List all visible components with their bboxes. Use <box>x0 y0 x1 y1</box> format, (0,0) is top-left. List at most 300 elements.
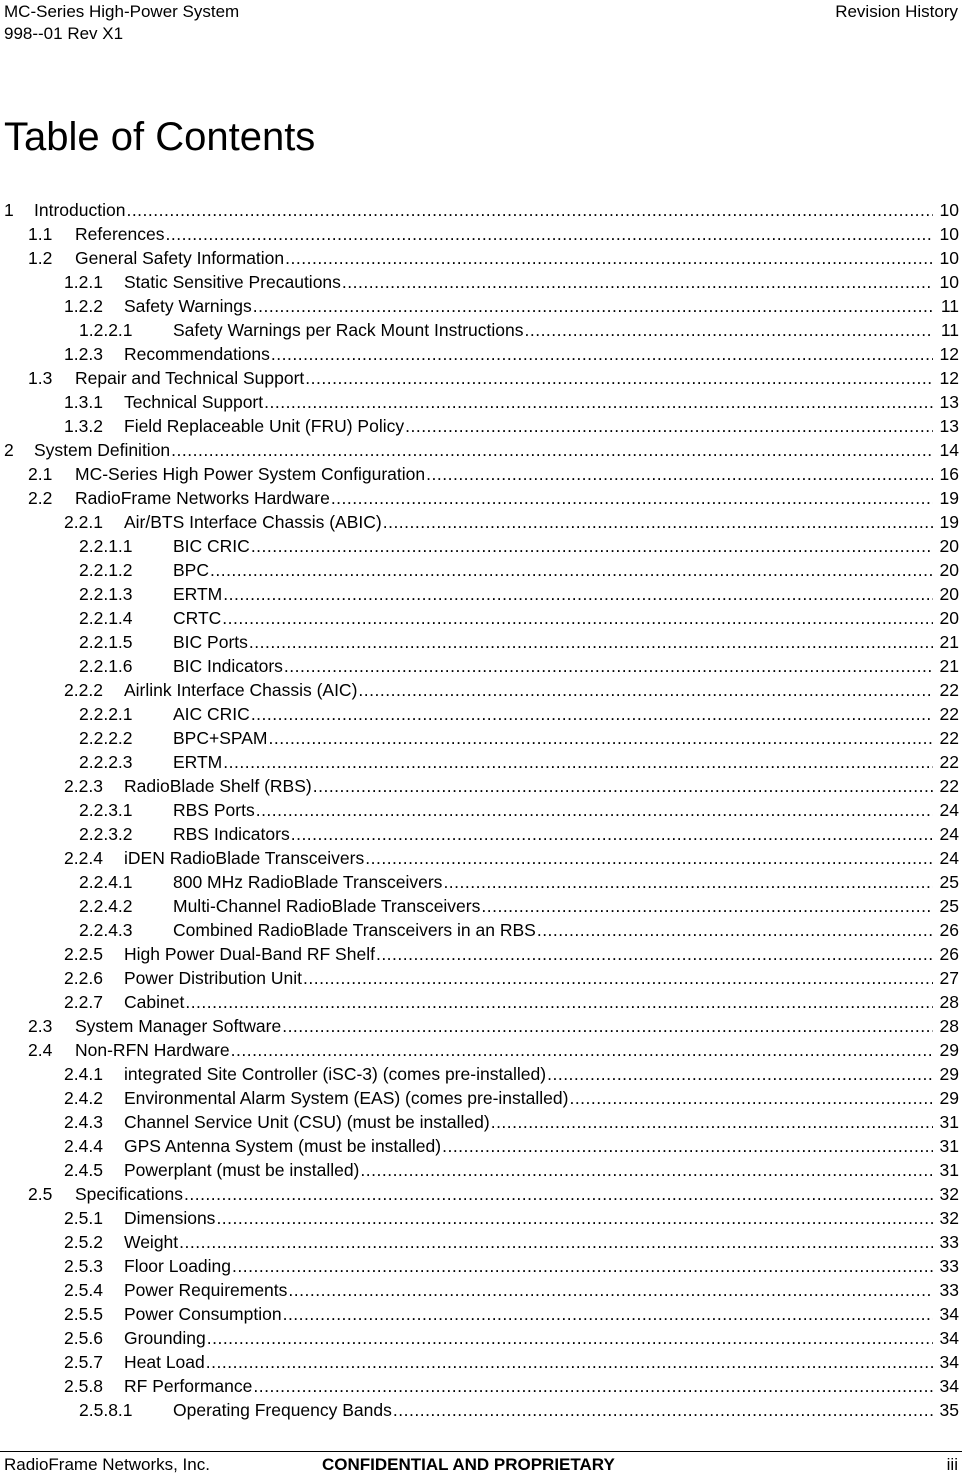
toc-dot-leader <box>253 294 933 318</box>
toc-entry[interactable] <box>0 534 962 558</box>
toc-entry-line <box>173 606 962 630</box>
toc-entry-number: 2 <box>4 440 14 460</box>
toc-entry-number: 2.2.1.4 <box>79 608 133 628</box>
toc-entry-title: ERTM <box>173 752 223 772</box>
toc-entry-page: 10 <box>939 248 959 268</box>
toc-entry-page: 10 <box>939 200 959 220</box>
toc-entry-title: Power Distribution Unit <box>124 968 302 988</box>
toc-entry-number: 2.5.1 <box>64 1208 103 1228</box>
toc-entry-page: 16 <box>939 464 959 484</box>
toc-dot-leader <box>491 1110 933 1134</box>
toc-entry-title: BPC <box>173 560 209 580</box>
toc-dot-leader <box>231 1038 933 1062</box>
toc-entry-page: 26 <box>939 920 959 940</box>
toc-entry[interactable] <box>0 846 962 870</box>
toc-dot-leader <box>264 390 933 414</box>
toc-entry-title: Heat Load <box>124 1352 205 1372</box>
toc-entry-line <box>173 726 962 750</box>
toc-dot-leader <box>210 558 933 582</box>
toc-dot-leader <box>383 510 933 534</box>
toc-entry-number: 2.2 <box>28 488 53 508</box>
toc-entry-line <box>75 1182 962 1206</box>
toc-entry[interactable] <box>0 342 962 366</box>
toc-entry-number: 2.2.2.3 <box>79 752 133 772</box>
toc-entry-number: 2.2.5 <box>64 944 103 964</box>
toc-entry-line <box>173 894 962 918</box>
toc-entry-title: MC-Series High Power System Configuration <box>75 464 426 484</box>
toc-entry-title: Channel Service Unit (CSU) (must be installed) <box>124 1112 490 1132</box>
toc-dot-leader <box>185 990 933 1014</box>
toc-entry-page: 34 <box>939 1328 959 1348</box>
toc-entry-number: 2.5.3 <box>64 1256 103 1276</box>
toc-entry-line <box>124 270 962 294</box>
toc-entry[interactable] <box>0 990 962 1014</box>
toc-entry-line <box>75 366 962 390</box>
toc-entry-number: 2.2.3 <box>64 776 103 796</box>
toc-entry-page: 33 <box>939 1280 959 1300</box>
toc-entry-page: 20 <box>939 536 959 556</box>
toc-entry-line <box>173 582 962 606</box>
toc-entry-line <box>124 1254 962 1278</box>
toc-entry-page: 31 <box>939 1160 959 1180</box>
toc-entry-page: 33 <box>939 1232 959 1252</box>
toc-entry-page: 29 <box>939 1088 959 1108</box>
toc-entry-number: 2.2.7 <box>64 992 103 1012</box>
toc-dot-leader <box>223 750 933 774</box>
toc-dot-leader <box>216 1206 933 1230</box>
toc-entry-line <box>124 1206 962 1230</box>
toc-entry-page: 31 <box>939 1136 959 1156</box>
toc-entry[interactable] <box>0 1134 962 1158</box>
toc-entry-line <box>173 918 962 942</box>
toc-entry-title: Recommendations <box>124 344 270 364</box>
toc-dot-leader <box>405 414 933 438</box>
toc-entry-line <box>75 222 962 246</box>
toc-dot-leader <box>365 846 933 870</box>
toc-entry-number: 2.2.4.3 <box>79 920 133 940</box>
toc-entry-title: BIC CRIC <box>173 536 250 556</box>
toc-entry-title: integrated Site Controller (iSC-3) (comes pre-installed) <box>124 1064 547 1084</box>
toc-entry-line <box>124 1134 962 1158</box>
toc-entry-page: 34 <box>939 1304 959 1324</box>
toc-entry[interactable] <box>0 1182 962 1206</box>
toc-dot-leader <box>206 1350 933 1374</box>
toc-entry-page: 29 <box>939 1040 959 1060</box>
toc-entry-page: 21 <box>939 632 959 652</box>
toc-entry-number: 2.2.1.6 <box>79 656 133 676</box>
toc-entry-number: 2.5.7 <box>64 1352 103 1372</box>
toc-entry[interactable] <box>0 966 962 990</box>
toc-entry-title: BIC Ports <box>173 632 248 652</box>
toc-dot-leader <box>166 222 934 246</box>
toc-entry[interactable] <box>0 918 962 942</box>
toc-entry[interactable] <box>0 750 962 774</box>
toc-dot-leader <box>426 462 933 486</box>
toc-entry-number: 2.5.6 <box>64 1328 103 1348</box>
toc-entry-page: 11 <box>940 320 959 340</box>
toc-entry-line <box>173 558 962 582</box>
toc-dot-leader <box>251 702 933 726</box>
toc-entry-title: RF Performance <box>124 1376 253 1396</box>
toc-entry-line <box>75 486 962 510</box>
toc-entry[interactable] <box>0 894 962 918</box>
toc-entry-page: 34 <box>939 1352 959 1372</box>
toc-entry-number: 2.2.4 <box>64 848 103 868</box>
toc-entry-number: 2.2.1.5 <box>79 632 133 652</box>
toc-entry-number: 1.3.1 <box>64 392 103 412</box>
toc-entry[interactable] <box>0 582 962 606</box>
toc-entry-line <box>173 534 962 558</box>
toc-entry-page: 13 <box>939 392 959 412</box>
toc-entry-page: 26 <box>939 944 959 964</box>
toc-entry-page: 25 <box>939 872 959 892</box>
toc-entry[interactable] <box>0 1206 962 1230</box>
toc-entry-title: 800 MHz RadioBlade Transceivers <box>173 872 443 892</box>
toc-entry-line <box>173 822 962 846</box>
toc-dot-leader <box>253 1374 933 1398</box>
toc-entry-title: Airlink Interface Chassis (AIC) <box>124 680 358 700</box>
toc-entry-line <box>124 414 962 438</box>
toc-entry-number: 2.2.1 <box>64 512 103 532</box>
footer-confidentiality: CONFIDENTIAL AND PROPRIETARY <box>322 1455 615 1474</box>
toc-entry-line <box>124 294 962 318</box>
toc-entry-title: Powerplant (must be installed) <box>124 1160 360 1180</box>
toc-entry-page: 20 <box>939 560 959 580</box>
toc-entry-number: 2.2.1.2 <box>79 560 133 580</box>
toc-entry-line <box>124 1374 962 1398</box>
toc-entry-title: RBS Indicators <box>173 824 290 844</box>
toc-entry-page: 25 <box>939 896 959 916</box>
toc-dot-leader <box>222 606 933 630</box>
toc-entry-number: 2.5.8.1 <box>79 1400 133 1420</box>
footer-page-number: iii <box>946 1455 958 1474</box>
toc-entry-line <box>173 870 962 894</box>
toc-entry-title: High Power Dual-Band RF Shelf <box>124 944 375 964</box>
toc-entry-page: 19 <box>939 488 959 508</box>
toc-entry-line <box>124 1086 962 1110</box>
toc-entry-page: 22 <box>939 752 959 772</box>
toc-entry[interactable] <box>0 630 962 654</box>
toc-entry-title: AIC CRIC <box>173 704 250 724</box>
toc-entry-page: 35 <box>939 1400 959 1420</box>
toc-entry-line <box>173 750 962 774</box>
toc-entry-title: Static Sensitive Precautions <box>124 272 341 292</box>
toc-entry[interactable] <box>0 198 962 222</box>
toc-entry-page: 20 <box>939 584 959 604</box>
toc-entry-number: 1.2.2.1 <box>79 320 133 340</box>
toc-entry-page: 28 <box>939 992 959 1012</box>
toc-dot-leader <box>249 630 933 654</box>
toc-entry-number: 2.5 <box>28 1184 53 1204</box>
footer-company: RadioFrame Networks, Inc. <box>4 1455 210 1474</box>
toc-entry-title: Specifications <box>75 1184 183 1204</box>
toc-entry-title: Introduction <box>34 200 126 220</box>
toc-entry[interactable] <box>0 942 962 966</box>
toc-entry-line <box>124 990 962 1014</box>
toc-entry[interactable] <box>0 654 962 678</box>
toc-entry-line <box>75 1014 962 1038</box>
toc-entry-number: 2.2.3.1 <box>79 800 133 820</box>
toc-entry-number: 2.2.1.3 <box>79 584 133 604</box>
toc-dot-leader <box>393 1398 933 1422</box>
toc-entry-line <box>124 342 962 366</box>
toc-entry-line <box>124 390 962 414</box>
toc-entry-page: 32 <box>939 1184 959 1204</box>
toc-entry-page: 12 <box>939 344 959 364</box>
toc-dot-leader <box>251 534 933 558</box>
toc-entry-title: CRTC <box>173 608 222 628</box>
toc-entry-page: 21 <box>939 656 959 676</box>
toc-entry-page: 10 <box>939 272 959 292</box>
toc-entry-title: Safety Warnings per Rack Mount Instructions <box>173 320 524 340</box>
toc-entry[interactable] <box>0 726 962 750</box>
document-product-name: MC-Series High-Power System <box>4 2 240 21</box>
toc-dot-leader <box>269 726 934 750</box>
toc-entry-line <box>124 846 962 870</box>
toc-dot-leader <box>443 870 933 894</box>
toc-entry[interactable] <box>0 702 962 726</box>
toc-entry-page: 22 <box>939 776 959 796</box>
toc-entry[interactable] <box>0 1038 962 1062</box>
toc-entry[interactable] <box>0 1350 962 1374</box>
toc-entry-number: 1.1 <box>28 224 53 244</box>
toc-entry-page: 14 <box>939 440 959 460</box>
toc-entry-page: 22 <box>939 704 959 724</box>
toc-entry-number: 2.5.5 <box>64 1304 103 1324</box>
toc-entry-number: 2.2.4.2 <box>79 896 133 916</box>
toc-entry-number: 2.4.2 <box>64 1088 103 1108</box>
toc-entry-title: Dimensions <box>124 1208 216 1228</box>
toc-dot-leader <box>360 1158 933 1182</box>
toc-entry[interactable] <box>0 678 962 702</box>
toc-dot-leader <box>376 942 933 966</box>
toc-entry-page: 24 <box>939 848 959 868</box>
toc-entry-number: 2.2.2.2 <box>79 728 133 748</box>
toc-dot-leader <box>524 318 933 342</box>
toc-entry-title: Cabinet <box>124 992 185 1012</box>
toc-entry-title: BIC Indicators <box>173 656 283 676</box>
toc-entry-line <box>124 510 962 534</box>
toc-entry-line <box>124 1230 962 1254</box>
toc-entry[interactable] <box>0 510 962 534</box>
toc-dot-leader <box>305 366 933 390</box>
toc-entry[interactable] <box>0 1278 962 1302</box>
toc-dot-leader <box>358 678 933 702</box>
toc-dot-leader <box>288 1278 933 1302</box>
toc-entry[interactable] <box>0 1062 962 1086</box>
toc-entry-line <box>124 1062 962 1086</box>
toc-entry-number: 1.3 <box>28 368 53 388</box>
toc-entry-number: 1 <box>4 200 14 220</box>
toc-dot-leader <box>207 1326 933 1350</box>
toc-dot-leader <box>232 1254 933 1278</box>
toc-dot-leader <box>171 438 933 462</box>
toc-entry-line <box>173 702 962 726</box>
toc-entry-title: ERTM <box>173 584 223 604</box>
toc-entry-line <box>124 1110 962 1134</box>
toc-entry[interactable] <box>0 822 962 846</box>
toc-entry-number: 2.4 <box>28 1040 53 1060</box>
toc-entry-title: Floor Loading <box>124 1256 232 1276</box>
toc-entry[interactable] <box>0 414 962 438</box>
toc-entry-page: 22 <box>939 728 959 748</box>
toc-entry-title: Operating Frequency Bands <box>173 1400 392 1420</box>
toc-entry[interactable] <box>0 1302 962 1326</box>
toc-entry-page: 27 <box>939 968 959 988</box>
toc-entry-page: 13 <box>939 416 959 436</box>
toc-entry[interactable] <box>0 462 962 486</box>
toc-entry[interactable] <box>0 1086 962 1110</box>
toc-entry-number: 2.5.8 <box>64 1376 103 1396</box>
toc-entry-title: RadioBlade Shelf (RBS) <box>124 776 312 796</box>
toc-entry-line <box>34 438 962 462</box>
toc-entry-line <box>124 1302 962 1326</box>
table-of-contents <box>0 198 962 1422</box>
toc-entry-number: 2.2.4.1 <box>79 872 133 892</box>
toc-entry[interactable] <box>0 1326 962 1350</box>
toc-entry[interactable] <box>0 1158 962 1182</box>
toc-entry[interactable] <box>0 870 962 894</box>
toc-entry-line <box>75 1038 962 1062</box>
footer-divider <box>0 1451 962 1452</box>
toc-entry-number: 2.5.4 <box>64 1280 103 1300</box>
toc-entry-number: 1.3.2 <box>64 416 103 436</box>
page-header-right: Revision History <box>835 2 958 21</box>
toc-entry-number: 2.2.2 <box>64 680 103 700</box>
toc-entry-line <box>124 966 962 990</box>
toc-entry-title: Technical Support <box>124 392 264 412</box>
toc-entry-page: 19 <box>939 512 959 532</box>
toc-entry-title: Repair and Technical Support <box>75 368 305 388</box>
toc-entry-page: 12 <box>939 368 959 388</box>
toc-dot-leader <box>291 822 933 846</box>
toc-entry[interactable] <box>0 270 962 294</box>
toc-entry-title: References <box>75 224 165 244</box>
toc-entry-page: 34 <box>939 1376 959 1396</box>
toc-entry-line <box>124 1158 962 1182</box>
toc-entry-number: 1.2.1 <box>64 272 103 292</box>
toc-entry[interactable] <box>0 558 962 582</box>
toc-entry-line <box>124 678 962 702</box>
toc-dot-leader <box>223 582 933 606</box>
toc-entry-page: 10 <box>939 224 959 244</box>
toc-dot-leader <box>342 270 933 294</box>
toc-entry[interactable] <box>0 1014 962 1038</box>
toc-entry-title: Air/BTS Interface Chassis (ABIC) <box>124 512 382 532</box>
toc-dot-leader <box>126 198 933 222</box>
toc-dot-leader <box>283 1302 933 1326</box>
toc-entry[interactable] <box>0 438 962 462</box>
toc-entry[interactable] <box>0 486 962 510</box>
toc-entry[interactable] <box>0 1254 962 1278</box>
toc-entry-number: 2.5.2 <box>64 1232 103 1252</box>
toc-entry[interactable] <box>0 318 962 342</box>
toc-entry-line <box>124 1278 962 1302</box>
toc-dot-leader <box>285 246 933 270</box>
toc-dot-leader <box>442 1134 933 1158</box>
toc-dot-leader <box>284 654 933 678</box>
toc-entry-line <box>124 1326 962 1350</box>
toc-entry-number: 2.2.6 <box>64 968 103 988</box>
toc-entry-number: 1.2.2 <box>64 296 103 316</box>
toc-entry-page: 32 <box>939 1208 959 1228</box>
toc-entry[interactable] <box>0 366 962 390</box>
toc-entry[interactable] <box>0 246 962 270</box>
toc-entry-title: Grounding <box>124 1328 206 1348</box>
toc-entry-page: 29 <box>939 1064 959 1084</box>
toc-entry-page: 22 <box>939 680 959 700</box>
toc-entry-number: 2.4.5 <box>64 1160 103 1180</box>
toc-entry[interactable] <box>0 1230 962 1254</box>
toc-entry-page: 31 <box>939 1112 959 1132</box>
toc-entry-number: 2.4.1 <box>64 1064 103 1084</box>
toc-dot-leader <box>303 966 933 990</box>
toc-entry-line <box>75 246 962 270</box>
toc-entry[interactable] <box>0 606 962 630</box>
toc-entry-line <box>173 1398 962 1422</box>
toc-dot-leader <box>313 774 933 798</box>
toc-entry[interactable] <box>0 774 962 798</box>
toc-entry[interactable] <box>0 1110 962 1134</box>
page-header-left <box>4 1 239 45</box>
toc-entry-line <box>173 630 962 654</box>
toc-entry-line <box>173 318 962 342</box>
toc-entry-title: Multi-Channel RadioBlade Transceivers <box>173 896 481 916</box>
toc-entry-line <box>173 654 962 678</box>
toc-entry-title: RadioFrame Networks Hardware <box>75 488 330 508</box>
toc-dot-leader <box>569 1086 933 1110</box>
toc-entry-line <box>34 198 962 222</box>
toc-entry-title: GPS Antenna System (must be installed) <box>124 1136 442 1156</box>
toc-entry-page: 28 <box>939 1016 959 1036</box>
toc-entry-line <box>124 1350 962 1374</box>
toc-entry[interactable] <box>0 1398 962 1422</box>
toc-entry[interactable] <box>0 222 962 246</box>
toc-entry-title: Power Consumption <box>124 1304 282 1324</box>
toc-entry-title: Power Requirements <box>124 1280 288 1300</box>
toc-entry-number: 2.2.3.2 <box>79 824 133 844</box>
toc-entry-number: 2.3 <box>28 1016 53 1036</box>
toc-entry-line <box>124 774 962 798</box>
toc-dot-leader <box>537 918 933 942</box>
toc-entry-title: System Definition <box>34 440 171 460</box>
toc-entry-number: 2.2.2.1 <box>79 704 133 724</box>
toc-entry-number: 1.2.3 <box>64 344 103 364</box>
toc-dot-leader <box>547 1062 933 1086</box>
toc-entry-line <box>75 462 962 486</box>
toc-entry-line <box>124 942 962 966</box>
toc-entry-page: 33 <box>939 1256 959 1276</box>
toc-entry[interactable] <box>0 390 962 414</box>
toc-entry[interactable] <box>0 1374 962 1398</box>
toc-entry-title: Safety Warnings <box>124 296 252 316</box>
toc-dot-leader <box>282 1014 933 1038</box>
toc-entry-number: 2.4.4 <box>64 1136 103 1156</box>
toc-entry-title: BPC+SPAM <box>173 728 268 748</box>
toc-entry-number: 2.2.1.1 <box>79 536 133 556</box>
page-title: Table of Contents <box>4 115 316 159</box>
toc-entry-page: 24 <box>939 824 959 844</box>
toc-dot-leader <box>481 894 933 918</box>
toc-entry[interactable] <box>0 294 962 318</box>
toc-entry-line <box>173 798 962 822</box>
toc-entry-title: General Safety Information <box>75 248 285 268</box>
toc-entry-number: 2.4.3 <box>64 1112 103 1132</box>
toc-entry-title: System Manager Software <box>75 1016 282 1036</box>
toc-entry[interactable] <box>0 798 962 822</box>
toc-entry-title: RBS Ports <box>173 800 255 820</box>
toc-entry-page: 20 <box>939 608 959 628</box>
